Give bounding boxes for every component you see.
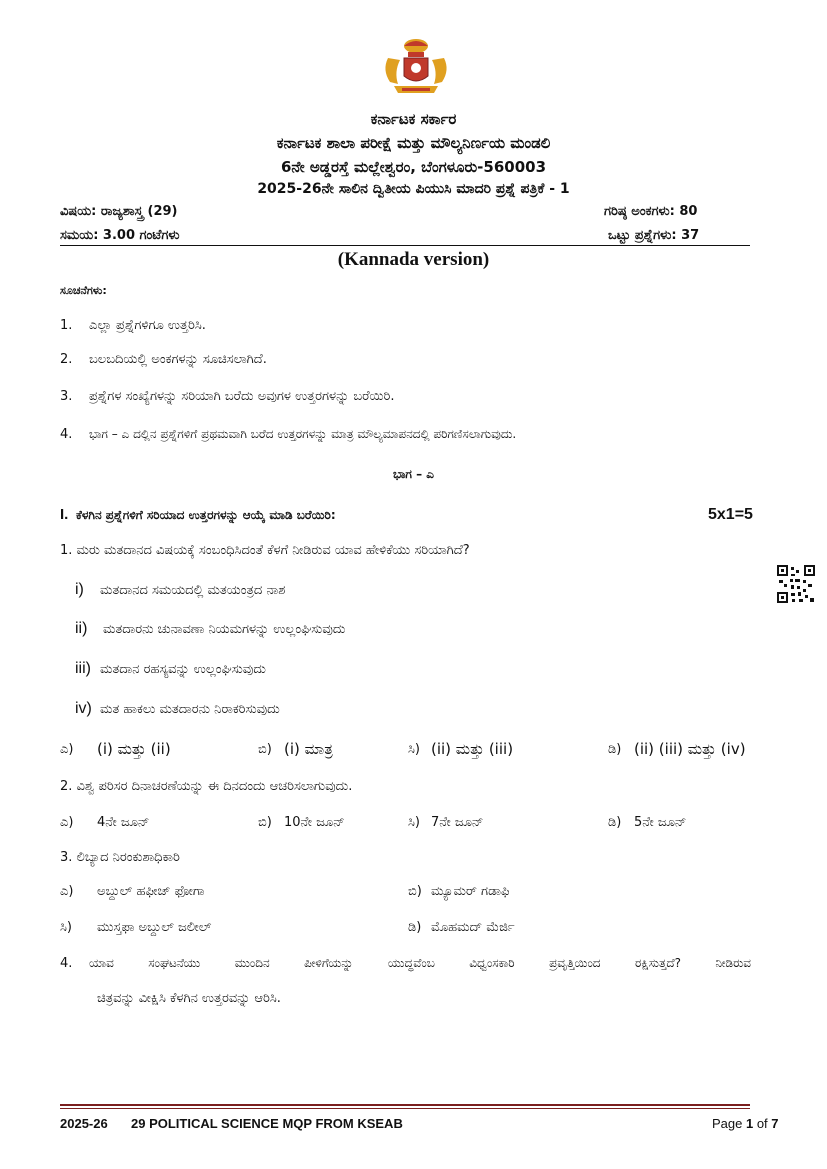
option-label: ಡಿ) bbox=[408, 920, 422, 935]
instruction-number: 3. bbox=[60, 389, 73, 404]
instruction-text: ಪ್ರಶ್ನೆಗಳ ಸಂಖ್ಯೆಗಳನ್ನು ಸರಿಯಾಗಿ ಬರೆದು ಅವುಗಳ ಉತ್ತರಗಳನ್ನು ಬರೆಯಿರಿ. bbox=[89, 389, 395, 404]
section-marks: 5x1=5 bbox=[708, 506, 753, 523]
header-address: 6ನೇ ಅಡ್ಡರಸ್ತೆ ಮಲ್ಲೇಶ್ವರಂ, ಬೆಂಗಳೂರು-560003 bbox=[280, 158, 547, 176]
footer-rule bbox=[60, 1104, 750, 1106]
statement-text: ಮತದಾರನು ಚುನಾವಣಾ ನಿಯಮಗಳನ್ನು ಉಲ್ಲಂಘಿಸುವುದು bbox=[103, 622, 346, 637]
question-4-line-2: ಚಿತ್ರವನ್ನು ವೀಕ್ಷಿಸಿ ಕೆಳಗಿನ ಉತ್ತರವನ್ನು ಆರಿಸಿ. bbox=[97, 991, 281, 1006]
instruction-number: 2. bbox=[60, 352, 73, 367]
question-1: 1. ಮರು ಮತದಾನದ ವಿಷಯಕ್ಕೆ ಸಂಬಂಧಿಸಿದಂತೆ ಕೆಳಗೆ ನೀಡಿರುವ ಯಾವ ಹೇಳಿಕೆಯು ಸರಿಯಾಗಿದೆ? bbox=[60, 543, 470, 558]
max-marks: ಗರಿಷ್ಠ ಅಂಕಗಳು: 80 bbox=[604, 204, 698, 219]
page-of: of bbox=[753, 1116, 772, 1131]
footer-title: 29 POLITICAL SCIENCE MQP FROM KSEAB bbox=[131, 1116, 403, 1131]
page-total: 7 bbox=[771, 1116, 779, 1131]
option-label: ಬಿ) bbox=[258, 815, 272, 830]
state-emblem bbox=[380, 36, 452, 96]
section-title: ಕೆಳಗಿನ ಪ್ರಶ್ನೆಗಳಿಗೆ ಸರಿಯಾದ ಉತ್ತರಗಳನ್ನು ಆಯ್ಕೆ ಮಾಡಿ ಬರೆಯಿರಿ: bbox=[76, 508, 336, 522]
instruction-text: ಎಲ್ಲಾ ಪ್ರಶ್ನೆಗಳಿಗೂ ಉತ್ತರಿಸಿ. bbox=[89, 318, 206, 333]
option-label: ಸಿ) bbox=[408, 815, 420, 830]
option-text: (ii) (iii) ಮತ್ತು (iv) bbox=[634, 740, 746, 758]
instruction-text: ಬಲಬದಿಯಲ್ಲಿ ಅಂಕಗಳನ್ನು ಸೂಚಿಸಲಾಗಿದೆ. bbox=[89, 352, 267, 367]
instructions-title: ಸೂಚನೆಗಳು: bbox=[60, 284, 107, 297]
option-label: ಎ) bbox=[60, 884, 74, 899]
option-text: 4ನೇ ಜೂನ್ bbox=[97, 815, 150, 830]
version-label: (Kannada version) bbox=[337, 249, 490, 270]
question-3: 3. ಲಿಬ್ಯಾದ ನಿರಂಕುಶಾಧಿಕಾರಿ bbox=[60, 850, 180, 865]
option-label: ಎ) bbox=[60, 742, 74, 757]
option-text: 7ನೇ ಜೂನ್ bbox=[431, 815, 484, 830]
time-allowed: ಸಮಯ: 3.00 ಗಂಟೆಗಳು bbox=[60, 228, 180, 243]
total-questions: ಒಟ್ಟು ಪ್ರಶ್ನೆಗಳು: 37 bbox=[608, 228, 700, 243]
page-prefix: Page bbox=[712, 1116, 746, 1131]
question-4-number: 4. bbox=[60, 956, 73, 971]
question-2: 2. ವಿಶ್ವ ಪರಿಸರ ದಿನಾಚರಣೆಯನ್ನು ಈ ದಿನದಂದು ಆಚರಿಸಲಾಗುವುದು. bbox=[60, 779, 353, 794]
footer-year: 2025-26 bbox=[60, 1116, 108, 1131]
meta-underline bbox=[60, 245, 750, 246]
question-4-line-1: ಯಾವ ಸಂಘಟನೆಯು ಮುಂದಿನ ಪೀಳಿಗೆಯನ್ನು ಯುದ್ಧವೆಂಬ ವಿಧ್ವಂಸಕಾರಿ ಪ್ರವೃತ್ತಿಯಿಂದ ರಕ್ಷಿಸುತ್ತದೆ? ನೀಡಿರುವ bbox=[89, 956, 751, 970]
header-board: ಕರ್ನಾಟಕ ಶಾಲಾ ಪರೀಕ್ಷೆ ಮತ್ತು ಮೌಲ್ಯನಿರ್ಣಯ ಮಂಡಲಿ bbox=[276, 134, 551, 152]
option-label: ಬಿ) bbox=[258, 742, 272, 757]
option-label: ಸಿ) bbox=[408, 742, 420, 757]
option-text: (ii) ಮತ್ತು (iii) bbox=[431, 740, 514, 758]
header-government: ಕರ್ನಾಟಕ ಸರ್ಕಾರ bbox=[370, 110, 457, 128]
instruction-number: 1. bbox=[60, 318, 73, 333]
part-title: ಭಾಗ – ಎ bbox=[393, 467, 434, 481]
statement-text: ಮತದಾನ ರಹಸ್ಯವನ್ನು ಉಲ್ಲಂಘಿಸುವುದು bbox=[100, 662, 266, 677]
option-text: 5ನೇ ಜೂನ್ bbox=[634, 815, 687, 830]
header-paper-title: 2025-26ನೇ ಸಾಲಿನ ದ್ವಿತೀಯ ಪಿಯುಸಿ ಮಾದರಿ ಪ್ರಶ್ನೆ ಪತ್ರಿಕೆ - 1 bbox=[257, 181, 570, 197]
statement-text: ಮತ ಹಾಕಲು ಮತದಾರನು ನಿರಾಕರಿಸುವುದು bbox=[100, 702, 280, 717]
option-label: ಎ) bbox=[60, 815, 74, 830]
section-number: I. bbox=[60, 506, 69, 523]
statement-number: ii) bbox=[75, 620, 88, 637]
option-text: ಮೊಹಮದ್ ಮೆರ್ಜಿ bbox=[431, 920, 515, 935]
statement-number: i) bbox=[75, 581, 84, 598]
statement-text: ಮತದಾನದ ಸಮಯದಲ್ಲಿ ಮತಯಂತ್ರದ ನಾಶ bbox=[100, 583, 286, 598]
option-label: ಡಿ) bbox=[608, 815, 622, 830]
option-label: ಸಿ) bbox=[60, 920, 72, 935]
option-text: ಮುಸ್ತಫಾ ಅಬ್ದುಲ್ ಜಲೀಲ್ bbox=[97, 920, 212, 935]
option-text: ಅಬ್ದುಲ್ ಹಫೀಜ್ ಫೋಗಾ bbox=[97, 884, 205, 899]
footer-rule-thin bbox=[60, 1108, 750, 1109]
option-text: 10ನೇ ಜೂನ್ bbox=[284, 815, 345, 830]
page-number: 1 bbox=[745, 1116, 754, 1131]
statement-number: iv) bbox=[75, 700, 92, 717]
instruction-number: 4. bbox=[60, 427, 73, 442]
option-label: ಡಿ) bbox=[608, 742, 622, 757]
subject: ವಿಷಯ: ರಾಜ್ಯಶಾಸ್ತ್ರ (29) bbox=[60, 204, 178, 219]
page-indicator bbox=[712, 1116, 779, 1131]
instruction-text: ಭಾಗ – ಎ ದಲ್ಲಿನ ಪ್ರಶ್ನೆಗಳಿಗೆ ಪ್ರಥಮವಾಗಿ ಬರೆದ ಉತ್ತರಗಳನ್ನು ಮಾತ್ರ ಮೌಲ್ಯಮಾಪನದಲ್ಲಿ ಪರಿಗಣಿಸಲಾಗುವುದು. bbox=[89, 427, 517, 441]
option-text: (i) ಮತ್ತು (ii) bbox=[97, 740, 171, 758]
option-text: ಮ್ಯೂಮರ್ ಗಡಾಫಿ bbox=[431, 884, 510, 899]
statement-number: iii) bbox=[75, 660, 91, 677]
qr-code bbox=[777, 565, 815, 603]
option-label: ಬಿ) bbox=[408, 884, 422, 899]
option-text: (i) ಮಾತ್ರ bbox=[284, 740, 333, 758]
